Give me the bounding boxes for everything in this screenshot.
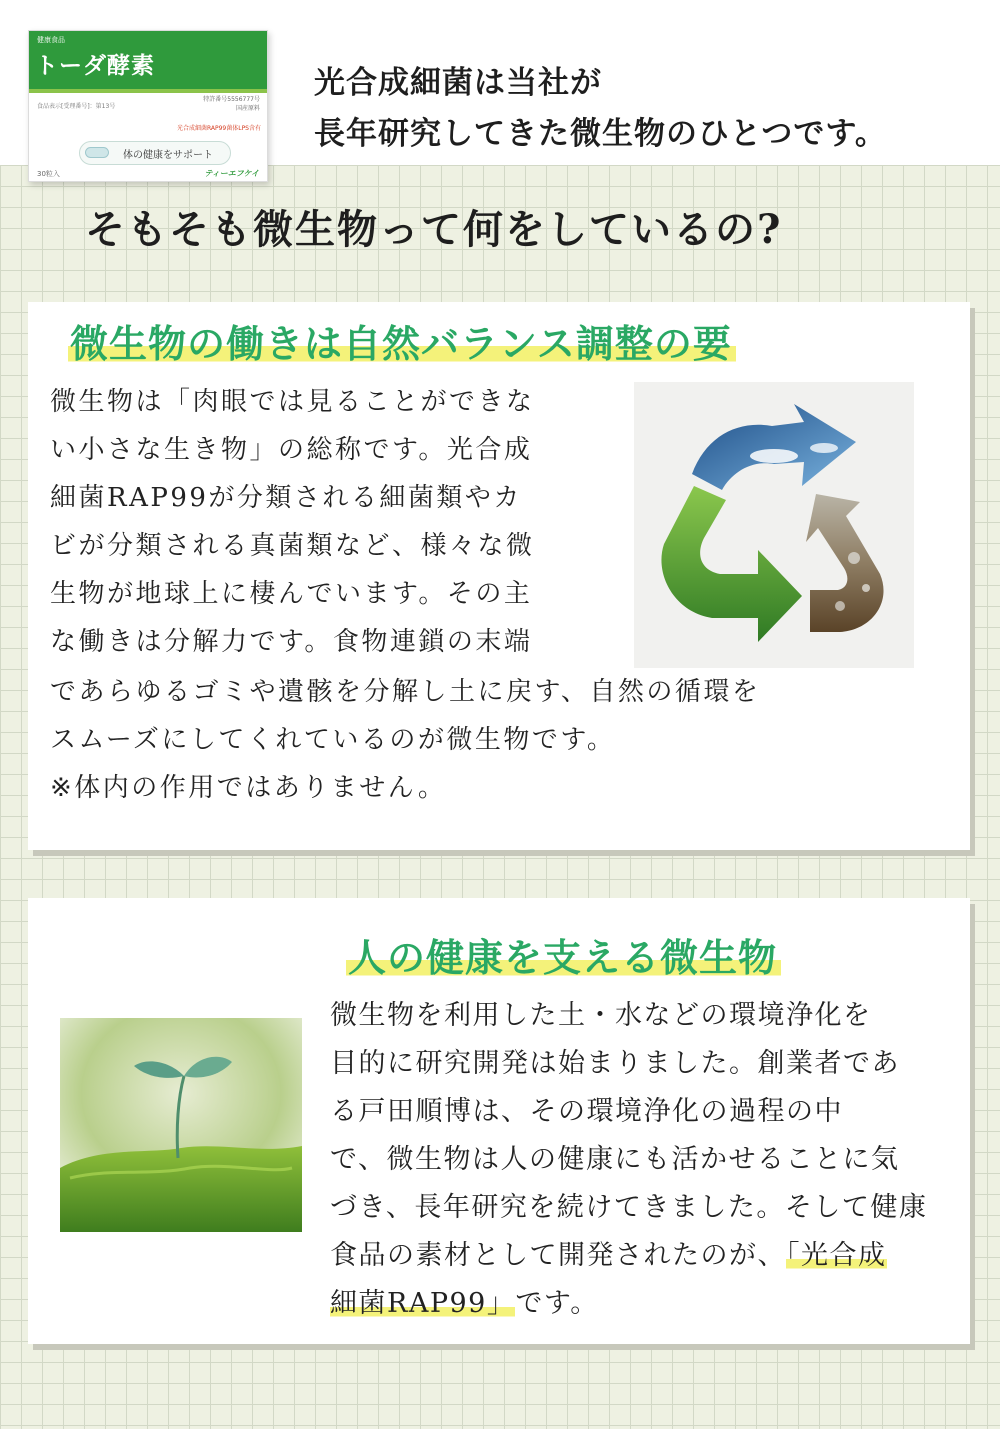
section2-line: 微生物を利用した土・水などの環境浄化を	[330, 1000, 872, 1031]
microbe-function-card	[28, 302, 970, 850]
intro-text	[314, 58, 974, 160]
section1-line: 生物が地球上に棲んでいます。その主	[50, 579, 533, 609]
section1-heading-text: 微生物の働きは自然バランス調整の要	[68, 322, 736, 366]
section2-line: づき、長年研究を続けてきました。そして健康	[330, 1192, 928, 1223]
section1-note: ※体内の作用ではありません。	[50, 773, 447, 803]
section1-line: 微生物は「肉眼では見ることができな	[50, 387, 535, 417]
product-category: 健康食品	[37, 36, 65, 44]
product-stripe	[29, 89, 267, 93]
section1-line: い小さな生き物」の総称です。光合成	[50, 435, 533, 465]
product-tagline: 体の健康をサポート	[123, 150, 213, 161]
question-heading: そもそも微生物って何をしているの?	[85, 206, 783, 253]
health-microbe-card	[28, 898, 970, 1344]
section1-body-wrapped	[50, 378, 640, 666]
product-label-band	[29, 31, 267, 89]
section1-heading	[68, 314, 736, 374]
sprout-image	[60, 1018, 302, 1232]
product-spec	[174, 95, 260, 113]
section2-heading-text: 人の健康を支える微生物	[346, 936, 781, 980]
section1-line: ビが分類される真菌類など、様々な微	[50, 531, 535, 561]
recycle-nature-image	[634, 382, 914, 668]
highlighted-product-name: 細菌RAP99」	[330, 1288, 516, 1319]
capsule-icon	[85, 147, 109, 158]
product-registration: 食品表示[受理番号]：第13号	[37, 103, 116, 110]
section2-body	[330, 992, 945, 1328]
section2-line: 食品の素材として開発されたのが、	[330, 1240, 786, 1271]
section2-heading	[346, 928, 781, 988]
section1-line: であらゆるゴミや遺骸を分解し土に戻す、自然の循環を	[50, 677, 761, 707]
section2-line: 目的に研究開発は始まりました。創業者であ	[330, 1048, 900, 1079]
section2-ending: です。	[515, 1288, 599, 1319]
section2-line: で、微生物は人の健康にも活かせることに気	[330, 1144, 900, 1175]
intro-line-2: 長年研究してきた微生物のひとつです。	[314, 116, 887, 152]
section1-line: 細菌RAP99が分類される細菌類やカ	[50, 483, 522, 513]
intro-line-1: 光合成細菌は当社が	[314, 65, 602, 101]
product-spec-line: 特許番号5556777号	[203, 96, 260, 103]
product-lps-note: 光合成細菌RAP99菌体LPS含有	[176, 125, 261, 132]
section2-line: る戸田順博は、その環境浄化の過程の中	[330, 1096, 843, 1127]
section1-line: な働きは分解力です。食物連鎖の末端	[50, 627, 533, 657]
highlighted-product-name: 「光合成	[786, 1240, 887, 1271]
product-count: 30粒入	[37, 170, 60, 178]
product-name: トーダ酵素	[35, 52, 155, 79]
product-spec-line: 国産原料	[235, 105, 260, 112]
product-brand: ティーエフケイ	[204, 169, 259, 178]
product-package-image	[28, 30, 268, 182]
section1-body-full	[50, 668, 930, 812]
section1-line: スムーズにしてくれているのが微生物です。	[50, 725, 616, 755]
